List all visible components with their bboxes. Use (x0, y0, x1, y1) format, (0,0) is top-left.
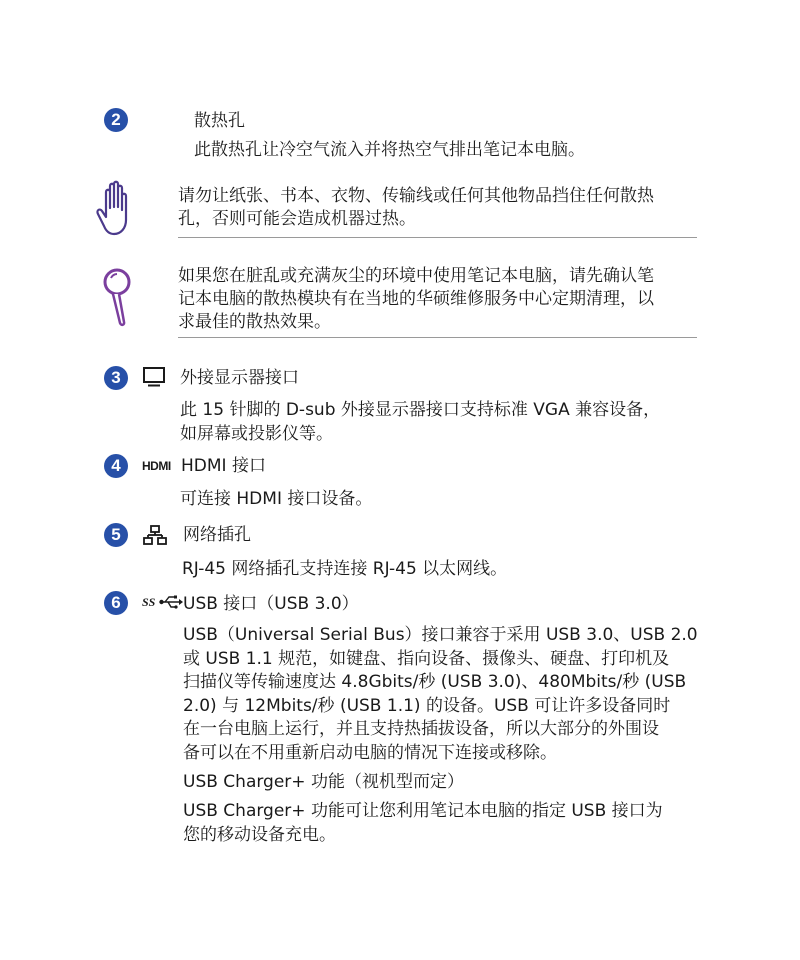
section-title: USB 接口（USB 3.0） (183, 594, 359, 614)
section-number-6: 6 (104, 591, 128, 615)
section-description (180, 399, 660, 446)
monitor-icon (142, 366, 166, 393)
tip-line: 求最佳的散热效果。 (178, 312, 331, 332)
section-title: 外接显示器接口 (180, 368, 299, 388)
description-line: 备可以在不用重新启动电脑的情况下连接或移除。 (183, 742, 557, 763)
charger-description (183, 800, 663, 847)
section-number-3: 3 (104, 366, 128, 390)
description-line: 如屏幕或投影仪等。 (180, 423, 333, 444)
section-title: 网络插孔 (183, 525, 251, 545)
network-icon (143, 524, 167, 551)
description-line: USB Charger+ 功能可让您利用笔记本电脑的指定 USB 接口为 (183, 801, 663, 821)
section-title: 散热孔 (194, 111, 245, 131)
description-line: USB（Universal Serial Bus）接口兼容于采用 USB 3.0、USB 2.0 (183, 625, 698, 645)
description-line: 您的移动设备充电。 (183, 824, 336, 845)
warning-note (178, 185, 697, 238)
section-number-2: 2 (104, 108, 128, 132)
description-line: 扫描仪等传输速度达 4.8Gbits/秒 (USB 3.0)、480Mbits/秒 (USB (183, 672, 687, 692)
tip-line: 如果您在脏乱或充满灰尘的环境中使用笔记本电脑，请先确认笔 (178, 266, 654, 286)
superspeed-label: SS (142, 595, 156, 609)
description-line: 或 USB 1.1 规范，如键盘、指向设备、摄像头、硬盘、打印机及 (183, 648, 670, 669)
section-description (183, 624, 698, 765)
magnifier-icon (100, 266, 134, 333)
description-line: 在一台电脑上运行，并且支持热插拔设备，所以大部分的外围设 (183, 719, 659, 739)
section-description: 可连接 HDMI 接口设备。 (180, 489, 373, 509)
description-line: 此 15 针脚的 D-sub 外接显示器接口支持标准 VGA 兼容设备， (180, 400, 661, 420)
charger-title: USB Charger+ 功能（视机型而定） (183, 772, 464, 792)
warning-line: 孔，否则可能会造成机器过热。 (178, 209, 416, 229)
description-line: 2.0) 与 12Mbits/秒 (USB 1.1) 的设备。USB 可让许多设备同时 (183, 695, 671, 716)
hdmi-icon: HDMI (142, 459, 171, 473)
section-description: 此散热孔让冷空气流入并将热空气排出笔记本电脑。 (194, 140, 585, 160)
tip-line: 记本电脑的散热模块有在当地的华硕维修服务中心定期清理，以 (178, 289, 654, 309)
section-number-4: 4 (104, 454, 128, 478)
raised-hand-icon (94, 180, 136, 243)
section-number-5: 5 (104, 523, 128, 547)
tip-note (178, 265, 697, 338)
warning-line: 请勿让纸张、书本、衣物、传输线或任何其他物品挡住任何散热 (178, 186, 654, 206)
section-title: HDMI 接口 (181, 456, 266, 476)
section-description: RJ-45 网络插孔支持连接 RJ-45 以太网线。 (182, 559, 508, 579)
